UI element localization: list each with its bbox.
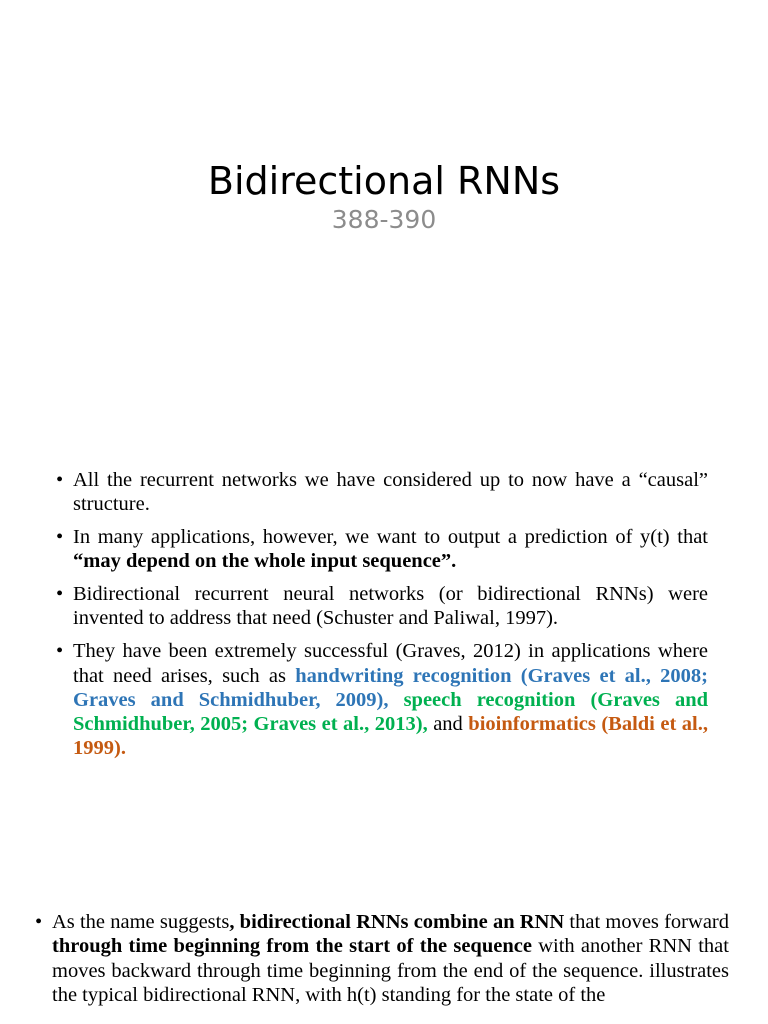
bullet-item	[56, 468, 708, 517]
bullet-list	[35, 910, 729, 1007]
bullet-emphasis: , bidirectional RNNs combine an RNN	[229, 911, 565, 933]
handwriting-recognition-ref: handwriting recognition (Graves et al., 2008; Graves and Schmidhuber, 2009),	[73, 664, 708, 711]
bullet-list	[56, 468, 708, 769]
bioinformatics-ref: bioinformatics (Baldi et al., 1999).	[73, 713, 708, 760]
bullet-item	[56, 525, 708, 574]
bullet-text: In many applications, however, we want to output a prediction of y(t) that	[73, 526, 708, 549]
bullet-emphasis: “may depend on the whole input sequence”.	[73, 550, 457, 573]
bullet-text: As the name suggests	[52, 911, 230, 933]
bullet-icon: •	[35, 911, 43, 933]
content-slide-2	[0, 860, 768, 1024]
bullet-item	[56, 582, 708, 631]
bullet-text: All the recurrent networks we have considered up to now have a “causal” structure.	[73, 469, 708, 516]
bullet-item	[56, 639, 708, 760]
bullet-text: that moves forward	[564, 911, 729, 933]
speech-recognition-ref: speech recognition (Graves and Schmidhuber, 2005; Graves et al., 2013),	[73, 688, 709, 736]
slide-subtitle: 388-390	[331, 205, 437, 234]
bullet-text: with another RNN that moves backward through time beginning from the end of the sequence. illustrates the typical bidirectional RNN, with h(t) standing for the state of the	[52, 935, 729, 1006]
title-slide	[0, 0, 768, 440]
bullet-text: They have been extremely successful (Graves, 2012) in applications where that need arises, such as	[73, 640, 708, 687]
bullet-icon: •	[56, 526, 64, 549]
bullet-item	[35, 910, 729, 1007]
bullet-emphasis: through time beginning from the start of the sequence	[52, 935, 532, 958]
bullet-icon: •	[56, 469, 64, 491]
bullet-icon: •	[56, 640, 64, 663]
bullet-text: Bidirectional recurrent neural networks (or bidirectional RNNs) were invented to address that need (Schuster and Paliwal, 1997).	[73, 583, 708, 630]
bullet-icon: •	[56, 583, 64, 606]
bullet-text: and	[427, 713, 469, 736]
slide-title: Bidirectional RNNs	[207, 159, 561, 203]
content-slide	[0, 440, 768, 860]
